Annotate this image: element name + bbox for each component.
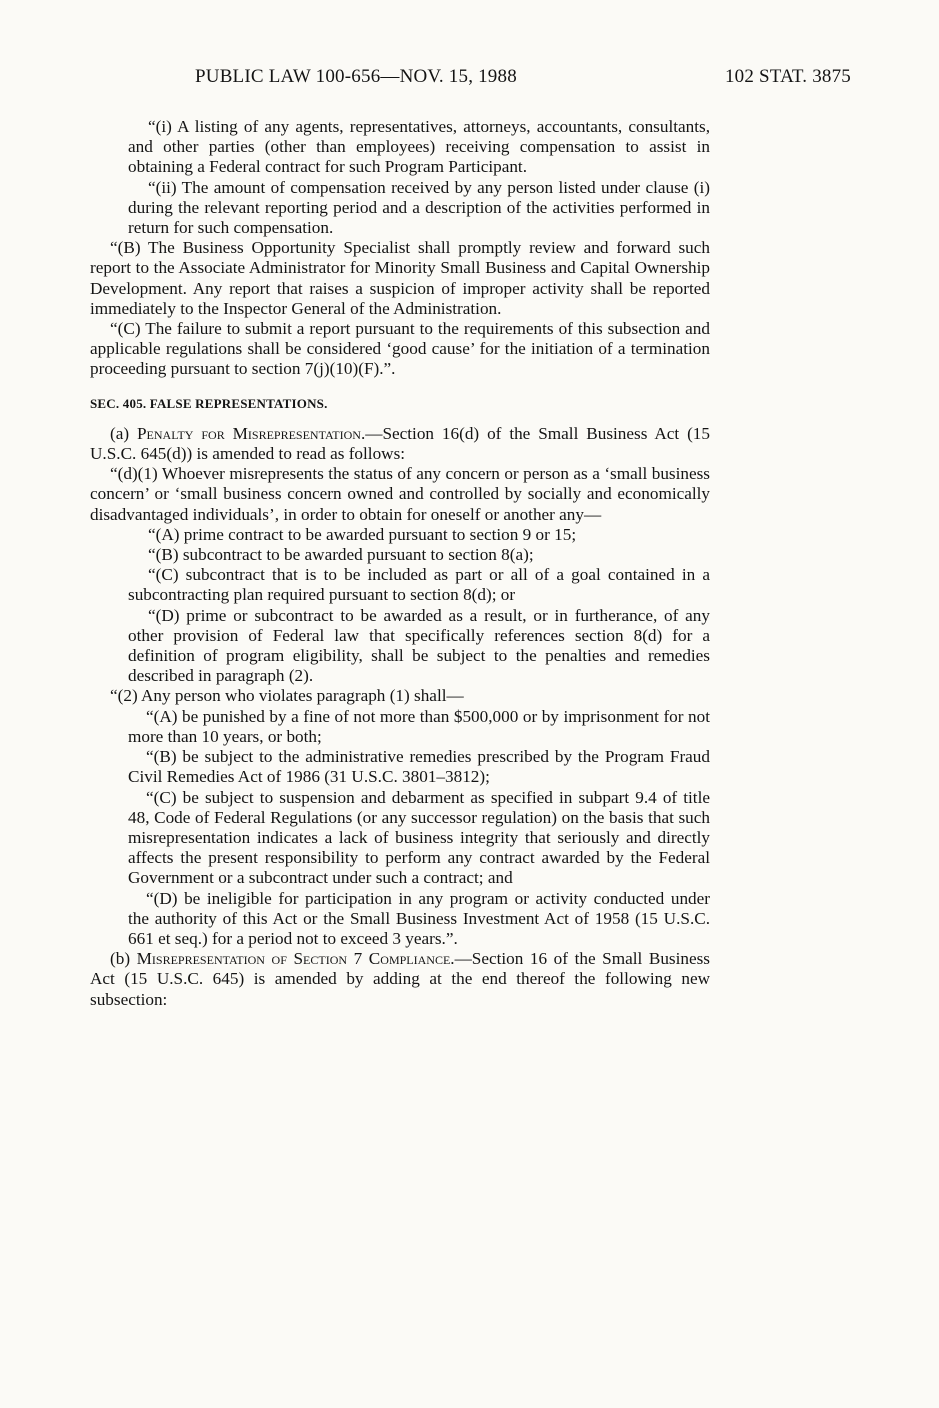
header-law-citation: PUBLIC LAW 100-656—NOV. 15, 1988 xyxy=(195,66,517,87)
subsection-b xyxy=(90,949,710,1010)
subparagraph-c: “(C) The failure to submit a report pursuant to the requirements of this subsection and applicable regulations shall be considered ‘good cause’ for the initiation of a termination proceeding pursuant to section 7(j)(10)(F).”. xyxy=(90,319,710,379)
paragraph-d1-d: “(D) prime or subcontract to be awarded as a result, or in furtherance, of any other provision of Federal law that specifically references section 8(d) for a definition of program eligibility, shall be subject to the penalties and remedies described in paragraph (2). xyxy=(128,605,710,686)
running-header xyxy=(195,66,851,96)
clause-ii: “(ii) The amount of compensation received by any person listed under clause (i) during the relevant reporting period and a description of the activities performed in return for such compensation. xyxy=(128,177,710,238)
paragraph-d1: “(d)(1) Whoever misrepresents the status of any concern or person as a ‘small business concern’ or ‘small business concern owned and controlled by socially and economically disadvantaged individuals’, in order to obtain for oneself or another any— xyxy=(90,464,710,524)
subsection-a-caption: Penalty for Misrepresentation xyxy=(137,423,361,443)
paragraph-d2: “(2) Any person who violates paragraph (1) shall— xyxy=(110,686,464,706)
header-stat-page: 102 STAT. 3875 xyxy=(724,66,851,87)
paragraph-d2-a: “(A) be punished by a fine of not more than $500,000 or by imprisonment for not more than 10 years, or both; xyxy=(128,706,710,746)
document-body xyxy=(90,117,710,1010)
subsection-a-text: .—Section 16(d) of the Small Business Act (15 U.S.C. 645(d)) is amended to read as follows: xyxy=(90,423,710,464)
paragraph-d2-d: “(D) be ineligible for participation in any program or activity conducted under the authority of this Act or the Small Business Investment Act of 1958 (15 U.S.C. 661 et seq.) for a period not to exceed 3 years.”. xyxy=(128,888,710,948)
paragraph-d2-c: “(C) be subject to suspension and debarment as specified in subpart 9.4 of title 48, Code of Federal Regulations (or any successor regulation) on the basis that such misrepresentation indicates a lack of business integrity that seriously and directly affects the present responsibility to perform any contract awarded by the Federal Government or a subcontract under such a contract; and xyxy=(128,787,710,888)
paragraph-d1-a: “(A) prime contract to be awarded pursuant to section 9 or 15; xyxy=(148,524,577,544)
subsection-b-label: (b) xyxy=(110,949,137,969)
subsection-a-label: (a) xyxy=(110,423,137,443)
section-heading: SEC. 405. FALSE REPRESENTATIONS. xyxy=(90,395,328,411)
paragraph-d2-b: “(B) be subject to the administrative remedies prescribed by the Program Fraud Civil Remedies Act of 1986 (31 U.S.C. 3801–3812); xyxy=(128,747,710,787)
subparagraph-b: “(B) The Business Opportunity Specialist shall promptly review and forward such report to the Associate Administrator for Minority Small Business and Capital Ownership Development. Any report that raises a suspicion of improper activity shall be reported immediately to the Inspector General of the Administration. xyxy=(90,238,710,318)
clause-i: “(i) A listing of any agents, representatives, attorneys, accountants, consultants, and other parties (other than employees) receiving compensation to assist in obtaining a Federal contract for such Program Participant. xyxy=(128,117,710,177)
paragraph-d1-c: “(C) subcontract that is to be included as part or all of a goal contained in a subcontracting plan required pursuant to section 8(d); or xyxy=(128,565,710,605)
subsection-b-text: .—Section 16 of the Small Business Act (15 U.S.C. 645) is amended by adding at the end thereof the following new subsection: xyxy=(90,949,710,1009)
paragraph-d1-b: “(B) subcontract to be awarded pursuant to section 8(a); xyxy=(148,545,534,565)
subsection-b-caption: Misrepresentation of Section 7 Compliance xyxy=(136,949,451,969)
subsection-a xyxy=(90,424,710,464)
